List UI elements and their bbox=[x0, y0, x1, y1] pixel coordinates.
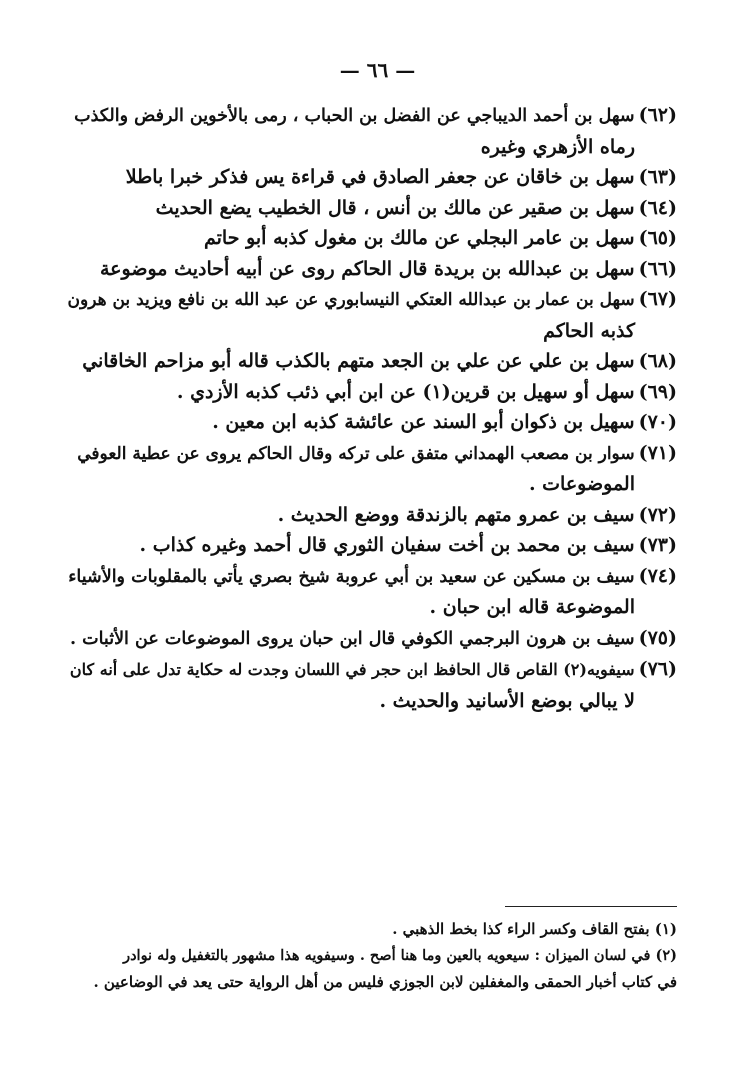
entry-text: سهل بن عبدالله بن بريدة قال الحاكم روى عن أبيه أحاديث موضوعة bbox=[99, 257, 635, 280]
entry-item bbox=[65, 500, 677, 531]
entry-item bbox=[65, 438, 677, 500]
entry-item bbox=[65, 530, 677, 561]
entry-item bbox=[65, 162, 677, 193]
page-number: — ٦٦ — bbox=[339, 58, 416, 82]
entry-number: (٦٥) bbox=[638, 227, 677, 249]
entry-item bbox=[65, 284, 677, 346]
entry-item bbox=[65, 407, 677, 438]
entry-text: سيف بن عمرو متهم بالزندقة ووضع الحديث . bbox=[277, 503, 635, 526]
entry-item bbox=[65, 654, 677, 716]
entry-number: (٦٨) bbox=[638, 350, 677, 372]
entry-text: سهل بن عامر البجلي عن مالك بن مغول كذبه أبو حاتم bbox=[204, 227, 635, 249]
entry-continuation: لا يبالي بوضع الأسانيد والحديث . bbox=[379, 689, 635, 712]
entry-text: سهل أو سهيل بن قرين(١) عن ابن أبي ذئب كذبه الأزدي . bbox=[176, 380, 635, 403]
entry-text: سهل بن أحمد الديباجي عن الفضل بن الحباب ، رمى بالأخوين الرفض والكذب bbox=[74, 106, 635, 126]
entries-list bbox=[65, 100, 677, 716]
footnote bbox=[65, 916, 677, 942]
entry-continuation: الموضوعات . bbox=[528, 473, 635, 495]
entry-item bbox=[65, 346, 677, 377]
entry-number: (٦٩) bbox=[638, 380, 677, 403]
entry-number: (٦٦) bbox=[638, 257, 677, 280]
footnotes-list bbox=[65, 916, 677, 995]
entry-number: (٦٧) bbox=[638, 288, 677, 310]
entry-item bbox=[65, 223, 677, 254]
footnote-text: (٢) في لسان الميزان : سيعويه بالعين وما هنا أصح . وسيفويه هذا مشهور بالتغفيل وله نوادر bbox=[123, 947, 677, 964]
entry-item bbox=[65, 193, 677, 224]
entry-continuation: الموضوعة قاله ابن حبان . bbox=[429, 596, 635, 618]
entry-number: (٧٢) bbox=[638, 503, 677, 526]
footnote-separator bbox=[505, 906, 677, 907]
entry-number: (٧٤) bbox=[638, 564, 677, 587]
entry-number: (٧٣) bbox=[638, 534, 677, 556]
footnote bbox=[65, 942, 677, 995]
entry-number: (٦٣) bbox=[638, 166, 677, 188]
entry-text: سيفويه(٢) القاص قال الحافظ ابن حجر في اللسان وجدت له حكاية تدل على أنه كان bbox=[69, 660, 635, 679]
entry-text: سيف بن مسكين عن سعيد بن أبي عروبة شيخ بصري يأتي بالمقلوبات والأشياء bbox=[68, 566, 635, 587]
entry-number: (٦٤) bbox=[638, 196, 677, 219]
entry-text: سهل بن خاقان عن جعفر الصادق في قراءة يس فذكر خبرا باطلا bbox=[125, 166, 635, 188]
entry-text: سهل بن عمار بن عبدالله العتكي النيسابوري عن عبد الله بن نافع ويزيد بن هرون bbox=[67, 290, 635, 310]
entry-text: سوار بن مصعب الهمداني متفق على تركه وقال الحاكم يروى عن عطية العوفي bbox=[77, 443, 635, 464]
entry-text: سهيل بن ذكوان أبو السند عن عائشة كذبه ابن معين . bbox=[212, 411, 635, 433]
entry-text: سهل بن علي عن علي بن الجعد متهم بالكذب قاله أبو مزاحم الخاقاني bbox=[82, 350, 635, 372]
entry-number: (٦٢) bbox=[638, 104, 677, 126]
entry-text: سيف بن محمد بن أخت سفيان الثوري قال أحمد وغيره كذاب . bbox=[139, 534, 635, 556]
entry-item bbox=[65, 561, 677, 623]
entry-item bbox=[65, 100, 677, 162]
entry-continuation: كذبه الحاكم bbox=[543, 319, 635, 342]
entry-item bbox=[65, 623, 677, 655]
entry-number: (٧٠) bbox=[638, 411, 677, 433]
entry-number: (٧١) bbox=[638, 441, 677, 464]
footnote-continuation: في كتاب أخبار الحمقى والمغفلين لابن الجوزي فليس من أهل الرواية حتى يعد في الوضاعين . bbox=[93, 973, 677, 991]
entry-text: سيف بن هرون البرجمي الكوفي قال ابن حبان يروى الموضوعات عن الأثبات . bbox=[69, 628, 635, 649]
entry-continuation: رماه الأزهري وغيره bbox=[480, 135, 635, 158]
entry-item bbox=[65, 254, 677, 285]
entry-text: سهل بن صقير عن مالك بن أنس ، قال الخطيب يضع الحديث bbox=[155, 196, 635, 219]
entry-number: (٧٦) bbox=[638, 658, 677, 680]
entry-item bbox=[65, 377, 677, 408]
entry-number: (٧٥) bbox=[638, 626, 677, 649]
footnote-text: (١) بفتح القاف وكسر الراء كذا بخط الذهبي . bbox=[392, 920, 677, 938]
